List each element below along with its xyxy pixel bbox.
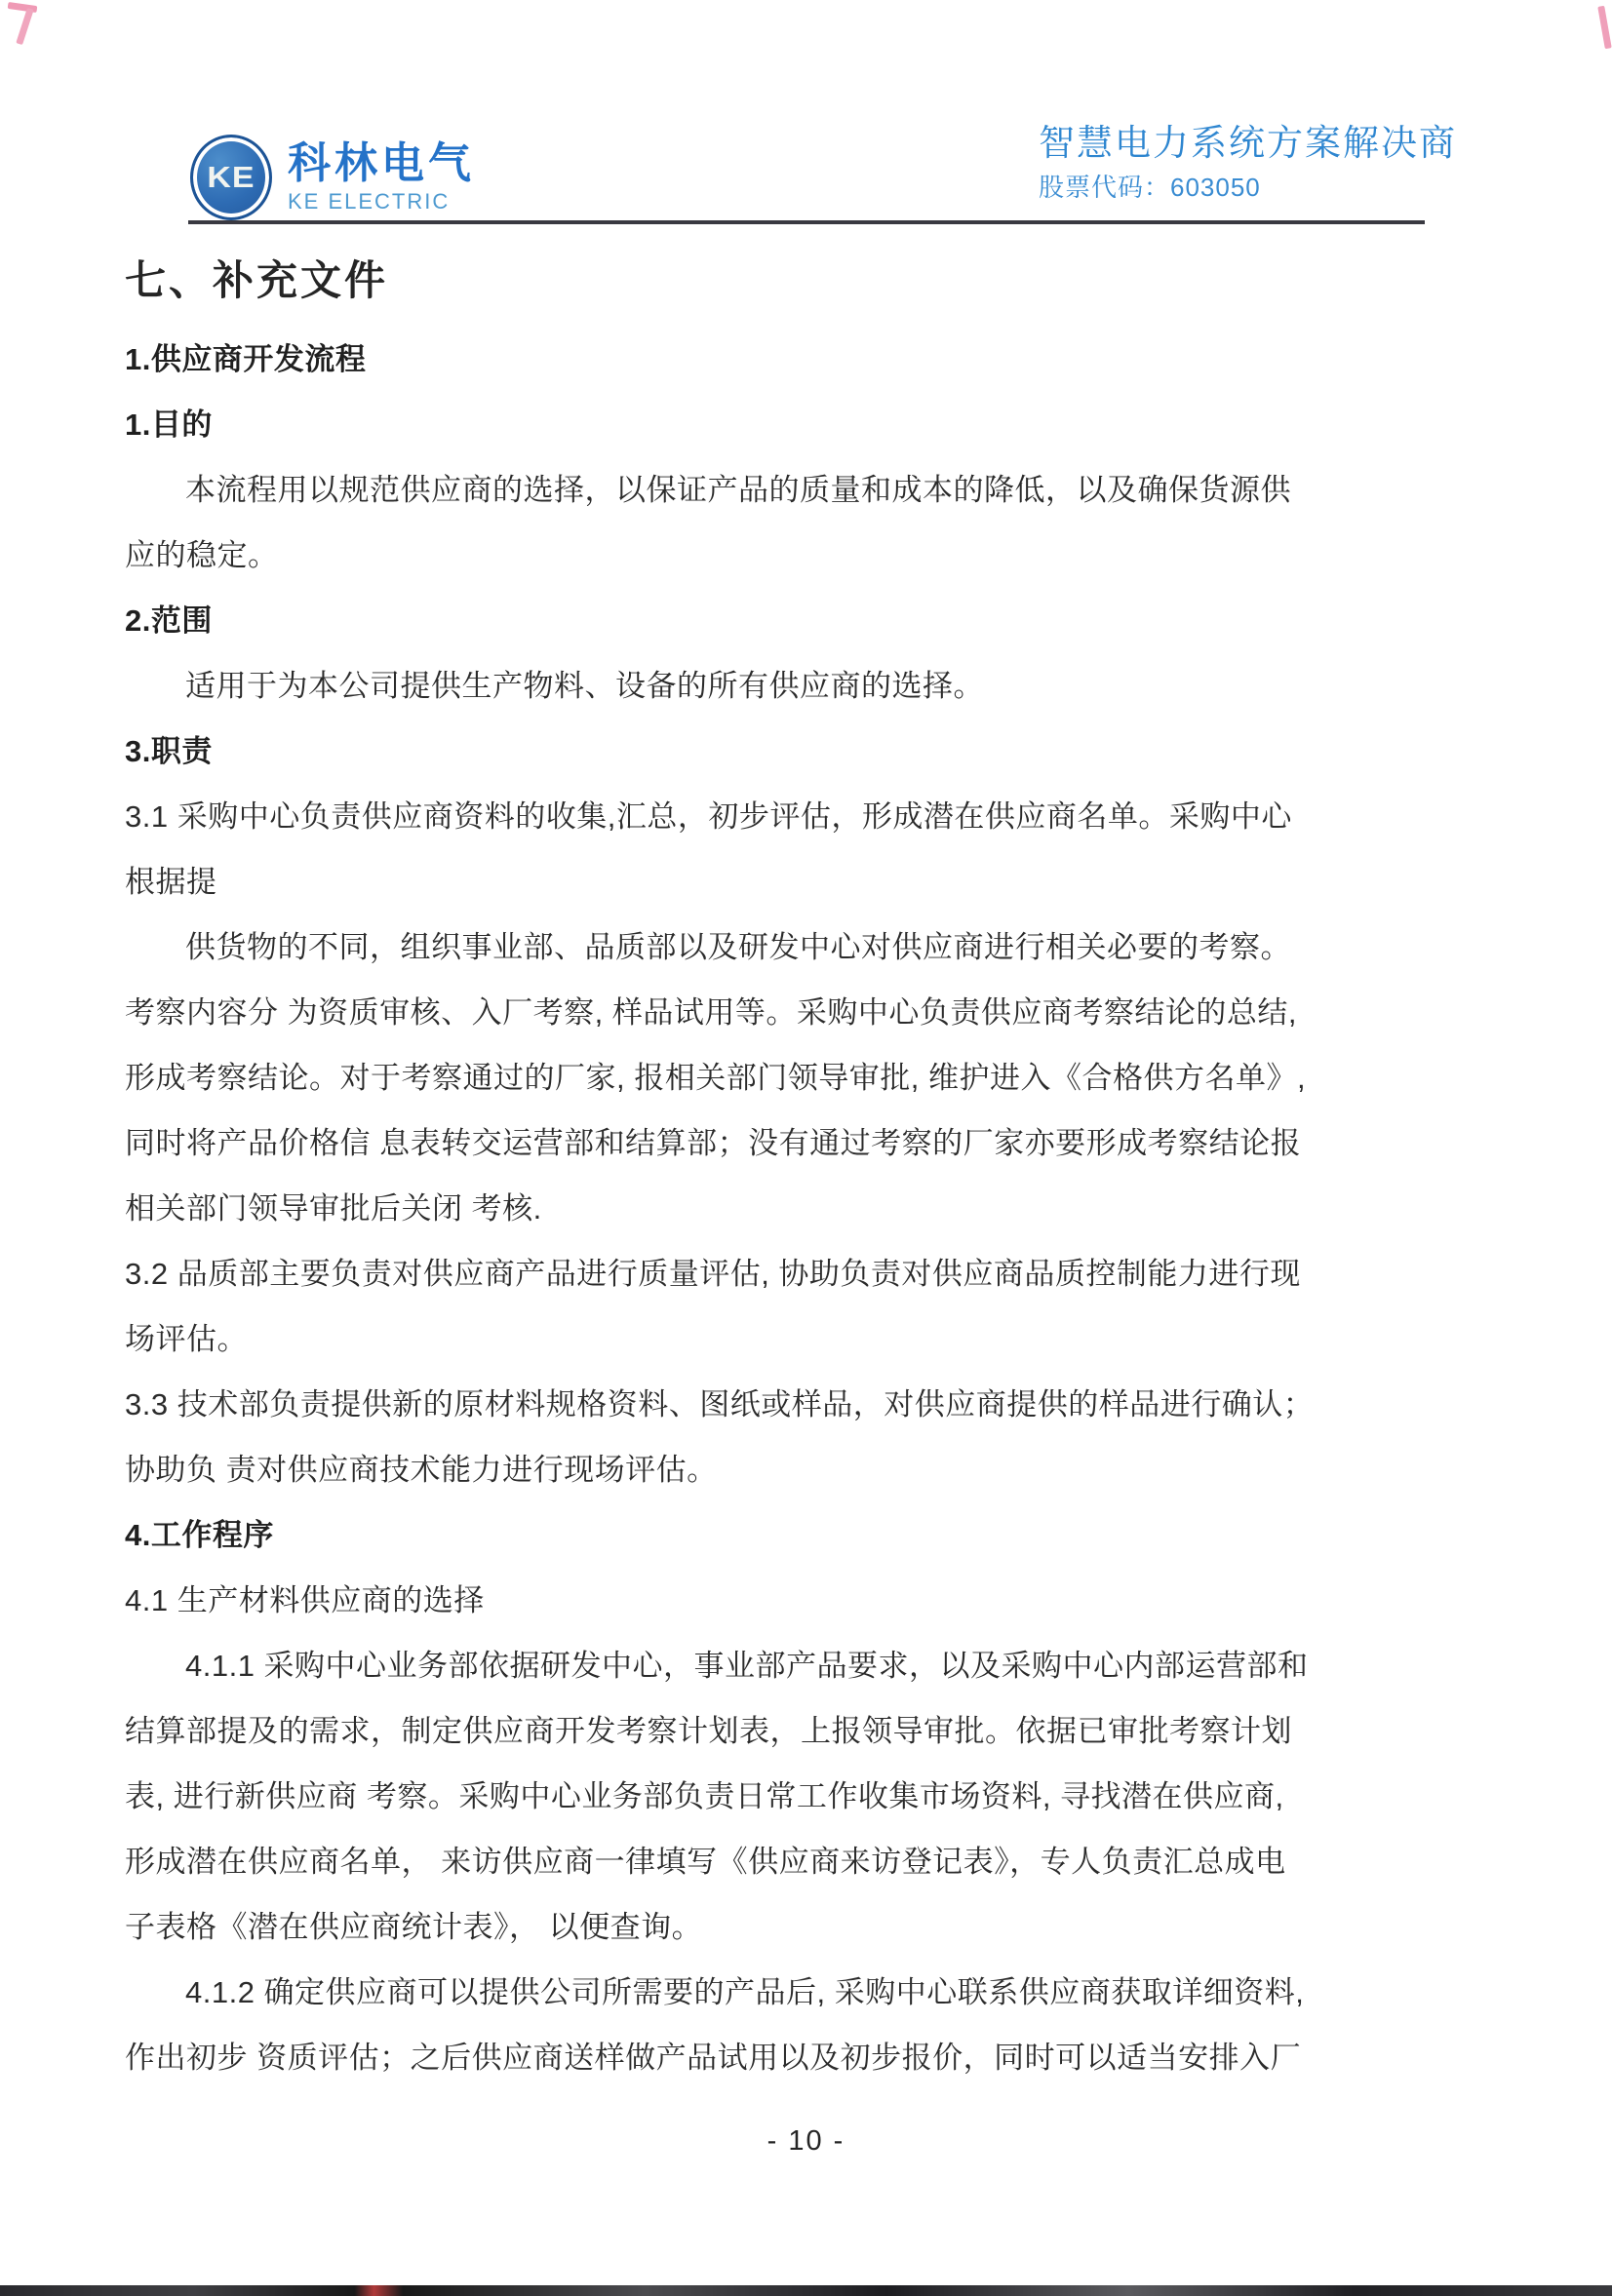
text-line: 3.1 采购中心负责供应商资料的收集,汇总，初步评估，形成潜在供应商名单。采购中心 bbox=[125, 799, 1292, 834]
company-name-cn: 科林电气 bbox=[288, 139, 475, 187]
text-line: 考察内容分 为资质审核、入厂考察, 样品试用等。采购中心负责供应商考察结论的总结, bbox=[125, 995, 1297, 1030]
company-tagline: 智慧电力系统方案解决商 bbox=[1039, 123, 1457, 163]
scan-artifact-top-right bbox=[1585, 4, 1610, 51]
header-divider bbox=[188, 220, 1425, 224]
scan-artifact-top-left bbox=[6, 2, 39, 47]
text-line: 作出初步 资质评估；之后供应商送样做产品试用以及初步报价，同时可以适当安排入厂 bbox=[125, 2041, 1302, 2075]
page-title: 七、补充文件 bbox=[125, 257, 389, 303]
text-line: 表, 进行新供应商 考察。采购中心业务部负责日常工作收集市场资料, 寻找潜在供应商, bbox=[125, 1779, 1284, 1813]
section-heading: 2.范围 bbox=[125, 603, 213, 638]
text-line: 同时将产品价格信 息表转交运营部和结算部；没有通过考察的厂家亦要形成考察结论报 bbox=[125, 1126, 1302, 1160]
text-line: 形成潜在供应商名单， 来访供应商一律填写《供应商来访登记表》，专人负责汇总成电 bbox=[125, 1845, 1286, 1879]
scan-artifact-bottom-strip bbox=[0, 2285, 1612, 2296]
company-logo bbox=[190, 135, 475, 220]
text-line: 3.2 品质部主要负责对供应商产品进行质量评估, 协助负责对供应商品质控制能力进行现 bbox=[125, 1257, 1301, 1291]
section-heading: 1.目的 bbox=[125, 408, 213, 442]
text-line: 3.3 技术部负责提供新的原材料规格资料、图纸或样品，对供应商提供的样品进行确认； bbox=[125, 1387, 1315, 1421]
document-body bbox=[125, 234, 1471, 2090]
brand-text bbox=[288, 135, 475, 214]
logo-monogram: KE bbox=[207, 160, 256, 194]
text-line: 适用于为本公司提供生产物料、设备的所有供应商的选择。 bbox=[185, 669, 984, 703]
company-name-en: KE ELECTRIC bbox=[288, 189, 451, 214]
text-line: 场评估。 bbox=[125, 1322, 248, 1356]
text-line: 4.1 生产材料供应商的选择 bbox=[125, 1583, 485, 1617]
text-line: 应的稳定。 bbox=[125, 538, 279, 572]
section-heading: 3.职责 bbox=[125, 734, 213, 768]
text-line: 本流程用以规范供应商的选择，以保证产品的质量和成本的降低，以及确保货源供 bbox=[185, 473, 1291, 507]
text-line: 形成考察结论。对于考察通过的厂家, 报相关部门领导审批, 维护进入《合格供方名单》, bbox=[125, 1061, 1307, 1095]
stock-code: 股票代码：603050 bbox=[1039, 173, 1261, 202]
section-heading: 1.供应商开发流程 bbox=[125, 342, 367, 376]
section-heading: 4.工作程序 bbox=[125, 1518, 274, 1552]
text-line: 协助负 责对供应商技术能力进行现场评估。 bbox=[125, 1453, 718, 1487]
text-line: 根据提 bbox=[125, 865, 217, 899]
text-line: 结算部提及的需求，制定供应商开发考察计划表，上报领导审批。依据已审批考察计划 bbox=[125, 1714, 1292, 1748]
text-line: 4.1.1 采购中心业务部依据研发中心，事业部产品要求，以及采购中心内部运营部和 bbox=[185, 1649, 1309, 1683]
page-number: - 10 - bbox=[767, 2125, 845, 2157]
text-line: 子表格《潜在供应商统计表》， 以便查询。 bbox=[125, 1910, 703, 1944]
text-line: 相关部门领导审批后关闭 考核. bbox=[125, 1191, 542, 1226]
text-line: 4.1.2 确定供应商可以提供公司所需要的产品后, 采购中心联系供应商获取详细资料, bbox=[185, 1975, 1305, 2009]
ke-logo-icon bbox=[190, 135, 272, 220]
header-right bbox=[1039, 122, 1457, 204]
text-line: 供货物的不同，组织事业部、品质部以及研发中心对供应商进行相关必要的考察。 bbox=[185, 930, 1291, 964]
